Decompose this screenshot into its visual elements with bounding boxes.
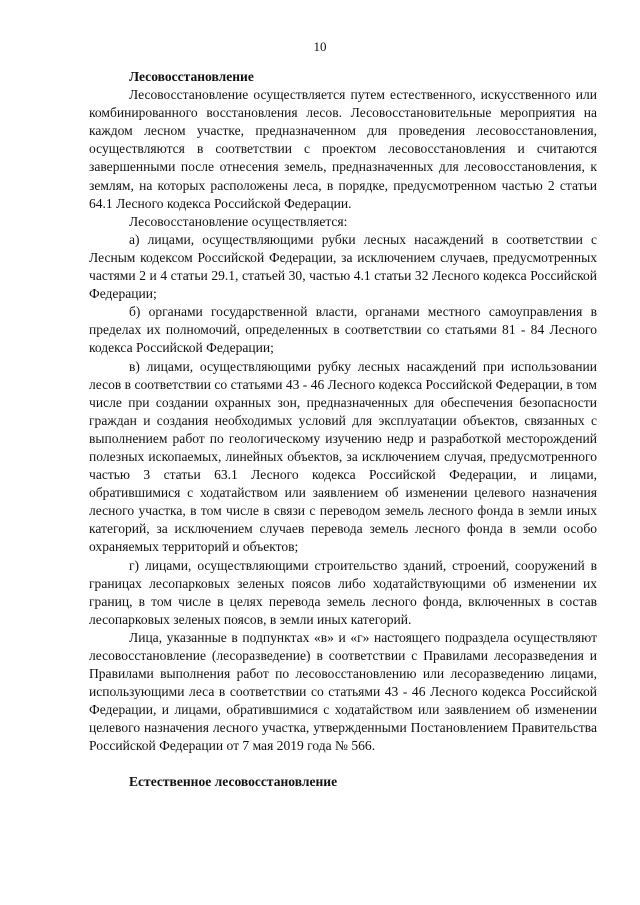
list-item-g: г) лицами, осуществляющими строительство зданий, строений, сооружений в границах лесопарковых зеленых поясов либо ходатайствующими об изменении их границ, в том числе в целях перевода земель лесного фонда, включенных в состав лесопарковых зеленых поясов, в земли иных категорий.	[89, 557, 597, 627]
section-heading-reforestation: Лесовосстановление	[129, 69, 254, 84]
paragraph-reforestation-intro: Лесовосстановление осуществляется путем естественного, искусственного или комбинированного восстановления лесов. Лесовосстановительные мероприятия на каждом лесном участке, предназначенном для проведения лесовосстановления, осуществляются в соответствии с проектом лесовосстановления и считаются завершенными после отнесения земель, предназначенных для лесовосстановления, к землям, на которых расположены леса, в порядке, предусмотренном частью 2 статьи 64.1 Лесного кодекса Российской Федерации.	[89, 87, 597, 211]
list-item-v: в) лицами, осуществляющими рубку лесных насаждений при использовании лесов в соответствии со статьями 43 - 46 Лесного кодекса Российской Федерации, в том числе при создании охранных зон, предназначенных для обеспечения безопасности граждан и создания необходимых условий для эксплуатации объектов, связанных с выполнением работ по геологическому изучению недр и разработкой месторождений полезных ископаемых, линейных объектов, за исключением случая, предусмотренного частью 3 статьи 63.1 Лесного кодекса Российской Федерации, и лицами, обратившимися с ходатайством или заявлением об изменении целевого назначения лесного участка, в том числе в связи с переводом земель лесного фонда в земли иных категорий, за исключением случаев перевода земель лесного фонда в земли особо охраняемых территорий и объектов;	[89, 358, 598, 555]
page-content	[89, 68, 597, 791]
page-number: 10	[313, 39, 327, 54]
list-item-a: а) лицами, осуществляющими рубки лесных насаждений в соответствии с Лесным кодексом Российской Федерации, за исключением случаев, предусмотренных частями 2 и 4 статьи 29.1, статьей 30, частью 4.1 статьи 32 Лесного кодекса Российской Федерации;	[89, 231, 597, 302]
paragraph-carried-out-by: Лесовосстановление осуществляется:	[129, 213, 348, 229]
section-heading-natural-reforestation: Естественное лесовосстановление	[129, 773, 338, 789]
list-item-b: б) органами государственной власти, органами местного самоуправления в пределах их полномочий, определенных в соответствии со статьями 81 - 84 Лесного кодекса Российской Федерации;	[89, 304, 597, 356]
paragraph-persons-specified: Лица, указанные в подпунктах «в» и «г» настоящего подраздела осуществляют лесовосстановление (лесоразведение) в соответствии с Правилами лесоразведения и Правилами выполнения работ по лесовосстановлению или лесоразведению лицами, использующими леса в соответствии со статьями 43 - 46 Лесного кодекса Российской Федерации, и лицами, обратившимися с ходатайством или заявлением об изменении целевого назначения лесного участка, утвержденными Постановлением Правительства Российской Федерации от 7 мая 2019 года № 566.	[89, 629, 597, 754]
